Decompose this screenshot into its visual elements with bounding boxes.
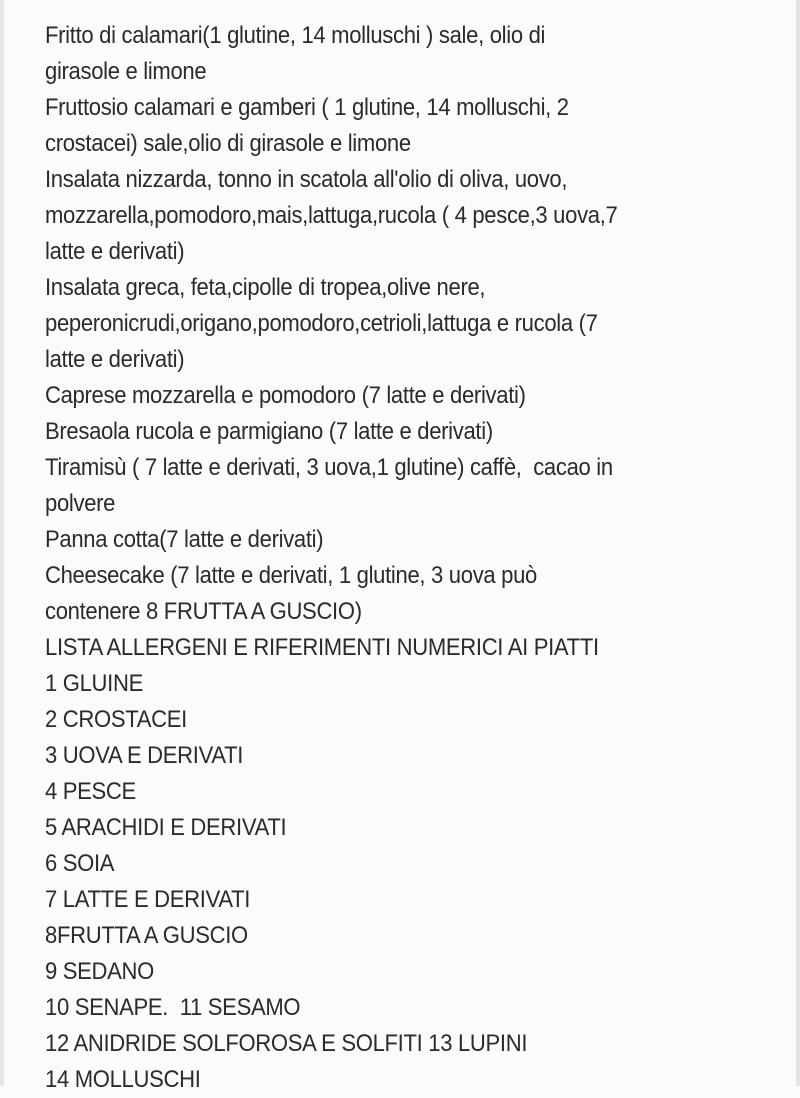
text-line: crostacei) sale,olio di girasole e limone bbox=[45, 130, 411, 157]
text-line: latte e derivati) bbox=[45, 346, 185, 373]
text-line: Fruttosio calamari e gamberi ( 1 glutine, 14 molluschi, 2 bbox=[45, 94, 569, 121]
text-line: polvere bbox=[45, 490, 116, 517]
allergen-item: 5 ARACHIDI E DERIVATI bbox=[45, 814, 287, 841]
text-line: Caprese mozzarella e pomodoro (7 latte e derivati) bbox=[45, 382, 526, 409]
allergen-item: 9 SEDANO bbox=[45, 958, 154, 985]
allergen-item: 10 SENAPE. 11 SESAMO bbox=[45, 994, 301, 1021]
text-line: Insalata greca, feta,cipolle di tropea,olive nere, bbox=[45, 274, 486, 301]
text-line: Panna cotta(7 latte e derivati) bbox=[45, 526, 324, 553]
text-line: latte e derivati) bbox=[45, 238, 185, 265]
text-line: Insalata nizzarda, tonno in scatola all'olio di oliva, uovo, bbox=[45, 166, 568, 193]
text-line: Bresaola rucola e parmigiano (7 latte e derivati) bbox=[45, 418, 493, 445]
text-line: Cheesecake (7 latte e derivati, 1 glutine, 3 uova può bbox=[45, 562, 538, 589]
allergen-item: 3 UOVA E DERIVATI bbox=[45, 742, 244, 769]
allergen-item: 1 GLUINE bbox=[45, 670, 143, 697]
allergen-item: 12 ANIDRIDE SOLFOROSA E SOLFITI 13 LUPINI bbox=[45, 1030, 528, 1057]
allergen-list-heading: LISTA ALLERGENI E RIFERIMENTI NUMERICI AI PIATTI bbox=[45, 634, 599, 661]
allergen-item: 6 SOIA bbox=[45, 850, 115, 877]
text-line: girasole e limone bbox=[45, 58, 207, 85]
allergen-item: 8FRUTTA A GUSCIO bbox=[45, 922, 248, 949]
text-line: peperonicrudi,origano,pomodoro,cetrioli,lattuga e rucola (7 bbox=[45, 310, 598, 337]
allergen-item: 2 CROSTACEI bbox=[45, 706, 187, 733]
menu-allergen-note bbox=[45, 18, 785, 1098]
text-line: Tiramisù ( 7 latte e derivati, 3 uova,1 glutine) caffè, cacao in bbox=[45, 454, 613, 481]
allergen-item: 14 MOLLUSCHI bbox=[45, 1066, 201, 1093]
allergen-item: 4 PESCE bbox=[45, 778, 136, 805]
allergen-item: 7 LATTE E DERIVATI bbox=[45, 886, 251, 913]
text-line: contenere 8 FRUTTA A GUSCIO) bbox=[45, 598, 362, 625]
text-line: mozzarella,pomodoro,mais,lattuga,rucola ( 4 pesce,3 uova,7 bbox=[45, 202, 618, 229]
text-line: Fritto di calamari(1 glutine, 14 molluschi ) sale, olio di bbox=[45, 22, 546, 49]
